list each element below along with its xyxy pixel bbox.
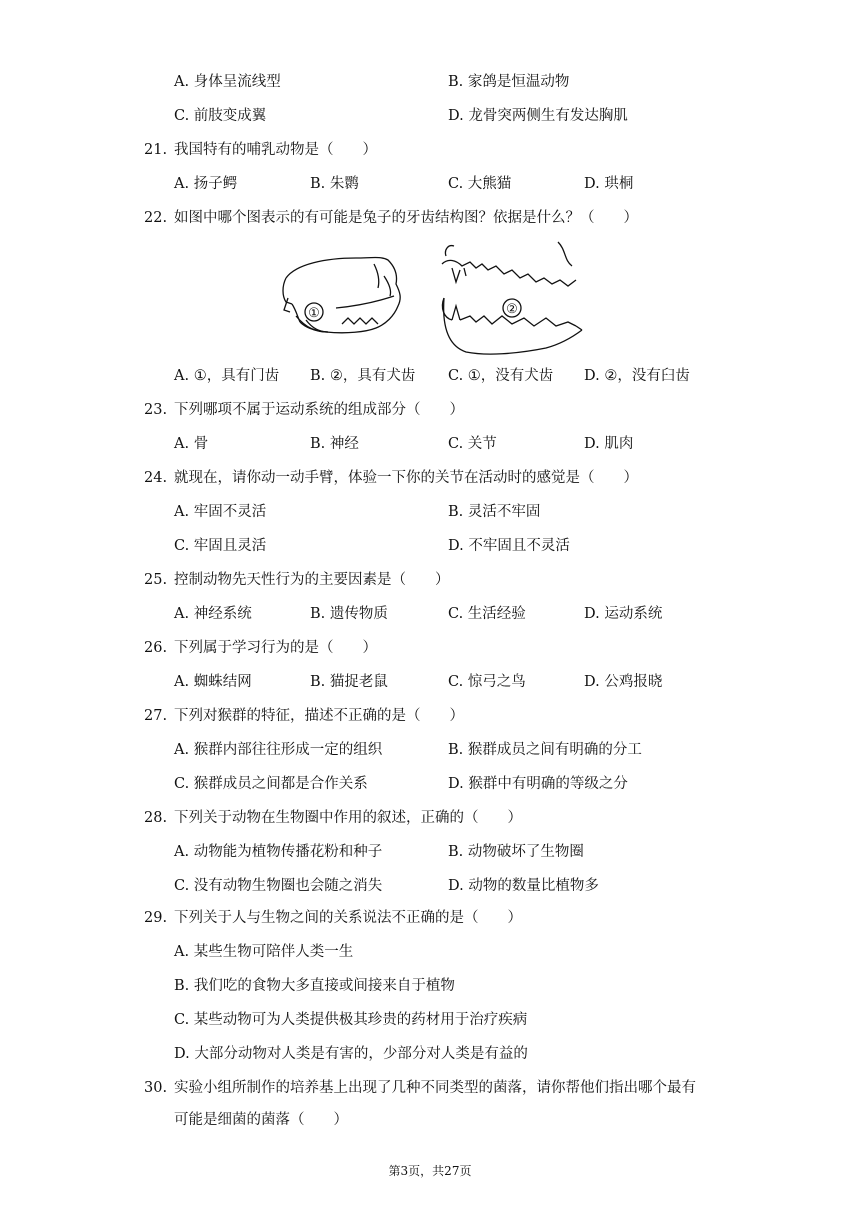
teeth-structure-figure bbox=[276, 236, 588, 358]
question-30-text-continued: 可能是细菌的菌落（ ） bbox=[174, 1112, 348, 1128]
q28-option-c: C. 没有动物生物圈也会随之消失 bbox=[174, 878, 383, 894]
q29-option-a: A. 某些生物可陪伴人类一生 bbox=[174, 944, 354, 960]
q26-option-c: C. 惊弓之鸟 bbox=[448, 674, 526, 690]
skull-1-drawing bbox=[283, 258, 400, 333]
q29-option-d: D. 大部分动物对人类是有害的，少部分对人类是有益的 bbox=[174, 1046, 528, 1062]
q25-option-b: B. 遗传物质 bbox=[310, 606, 388, 622]
q26-option-a: A. 蜘蛛结网 bbox=[174, 674, 252, 690]
question-text: 控制动物先天性行为的主要因素是（ ） bbox=[174, 572, 450, 588]
q20-option-d: D. 龙骨突两侧生有发达胸肌 bbox=[448, 108, 628, 124]
q29-option-b: B. 我们吃的食物大多直接或间接来自于植物 bbox=[174, 978, 455, 994]
q23-option-b: B. 神经 bbox=[310, 436, 359, 452]
q28-option-b: B. 动物破坏了生物圈 bbox=[448, 844, 584, 860]
q24-option-c: C. 牢固且灵活 bbox=[174, 538, 267, 554]
q26-option-b: B. 猫捉老鼠 bbox=[310, 674, 388, 690]
question-number: 26. bbox=[144, 640, 168, 656]
question-text: 下列对猴群的特征，描述不正确的是（ ） bbox=[174, 708, 464, 724]
figure-label-1: ① bbox=[308, 306, 320, 321]
question-number: 25. bbox=[144, 572, 168, 588]
q28-option-a: A. 动物能为植物传播花粉和种子 bbox=[174, 844, 383, 860]
question-text: 我国特有的哺乳动物是（ ） bbox=[174, 142, 377, 158]
question-text: 下列属于学习行为的是（ ） bbox=[174, 640, 377, 656]
q22-option-d: D. ②，没有臼齿 bbox=[584, 368, 690, 384]
question-number: 22. bbox=[144, 210, 168, 226]
page-footer: 第3页，共27页 bbox=[388, 1164, 472, 1178]
q23-option-c: C. 关节 bbox=[448, 436, 497, 452]
q28-option-d: D. 动物的数量比植物多 bbox=[448, 878, 599, 894]
q20-option-c: C. 前肢变成翼 bbox=[174, 108, 267, 124]
q26-option-d: D. 公鸡报晓 bbox=[584, 674, 663, 690]
q25-option-c: C. 生活经验 bbox=[448, 606, 526, 622]
q23-option-a: A. 骨 bbox=[174, 436, 209, 452]
question-number: 21. bbox=[144, 142, 168, 158]
q25-option-d: D. 运动系统 bbox=[584, 606, 663, 622]
q22-option-a: A. ①，具有门齿 bbox=[174, 368, 280, 384]
q21-option-d: D. 珙桐 bbox=[584, 176, 634, 192]
question-text: 下列关于动物在生物圈中作用的叙述，正确的（ ） bbox=[174, 810, 522, 826]
question-number: 30. bbox=[144, 1080, 168, 1096]
question-text: 下列关于人与生物之间的关系说法不正确的是（ ） bbox=[174, 910, 522, 926]
q27-option-c: C. 猴群成员之间都是合作关系 bbox=[174, 776, 368, 792]
q20-option-a: A. 身体呈流线型 bbox=[174, 74, 281, 90]
q27-option-b: B. 猴群成员之间有明确的分工 bbox=[448, 742, 642, 758]
skull-2-drawing bbox=[442, 242, 582, 354]
q27-option-d: D. 猴群中有明确的等级之分 bbox=[448, 776, 628, 792]
q24-option-d: D. 不牢固且不灵活 bbox=[448, 538, 570, 554]
q22-option-c: C. ①，没有犬齿 bbox=[448, 368, 554, 384]
question-text: 实验小组所制作的培养基上出现了几种不同类型的菌落，请你帮他们指出哪个最有 bbox=[174, 1080, 696, 1096]
question-text: 如图中哪个图表示的有可能是兔子的牙齿结构图？依据是什么？（ ） bbox=[174, 210, 638, 226]
q20-option-b: B. 家鸽是恒温动物 bbox=[448, 74, 570, 90]
figure-label-2: ② bbox=[506, 302, 518, 317]
q29-option-c: C. 某些动物可为人类提供极其珍贵的药材用于治疗疾病 bbox=[174, 1012, 528, 1028]
question-text: 就现在，请你动一动手臂，体验一下你的关节在活动时的感觉是（ ） bbox=[174, 470, 638, 486]
q23-option-d: D. 肌肉 bbox=[584, 436, 634, 452]
q27-option-a: A. 猴群内部往往形成一定的组织 bbox=[174, 742, 383, 758]
question-number: 27. bbox=[144, 708, 168, 724]
q22-option-b: B. ②，具有犬齿 bbox=[310, 368, 416, 384]
q21-option-c: C. 大熊猫 bbox=[448, 176, 512, 192]
q24-option-b: B. 灵活不牢固 bbox=[448, 504, 541, 520]
q21-option-b: B. 朱鹮 bbox=[310, 176, 359, 192]
question-number: 24. bbox=[144, 470, 168, 486]
q21-option-a: A. 扬子鳄 bbox=[174, 176, 238, 192]
question-number: 23. bbox=[144, 402, 168, 418]
q25-option-a: A. 神经系统 bbox=[174, 606, 252, 622]
question-number: 28. bbox=[144, 810, 168, 826]
question-text: 下列哪项不属于运动系统的组成部分（ ） bbox=[174, 402, 464, 418]
q24-option-a: A. 牢固不灵活 bbox=[174, 504, 267, 520]
question-number: 29. bbox=[144, 910, 168, 926]
